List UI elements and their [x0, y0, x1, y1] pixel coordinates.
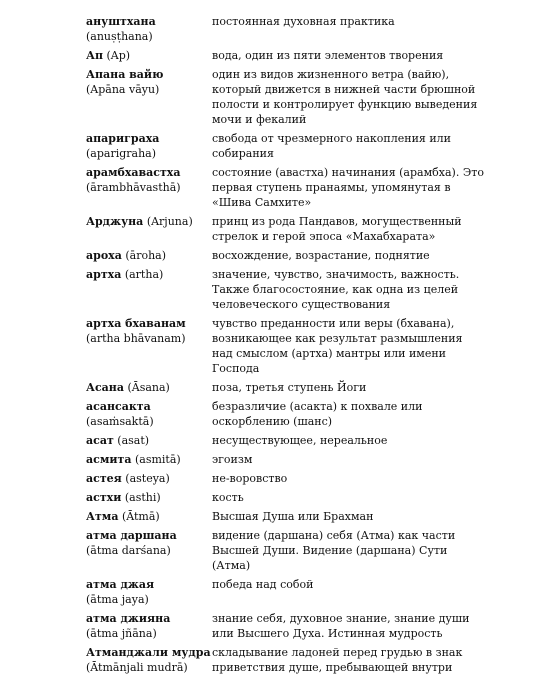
- entry-term: [86, 48, 212, 63]
- term-russian: атма джая: [86, 578, 155, 591]
- term-transliteration: (asmitā): [134, 453, 181, 466]
- entry-definition: эгоизм: [212, 453, 253, 466]
- term-transliteration: (aparigraha): [86, 147, 157, 160]
- term-russian: Асана: [86, 381, 124, 394]
- glossary-entry: [86, 509, 486, 524]
- entry-term: [86, 14, 212, 44]
- entry-term: [86, 577, 212, 607]
- term-transliteration: (ātma jaya): [86, 593, 149, 606]
- term-transliteration: (ātma darśana): [86, 544, 171, 557]
- entry-definition: несуществующее, нереальное: [212, 434, 388, 447]
- term-russian: Арджуна: [86, 215, 144, 228]
- glossary-entry: [86, 399, 486, 429]
- glossary-entry: [86, 528, 486, 573]
- term-transliteration: (Arjuna): [146, 215, 193, 228]
- entry-term: [86, 316, 212, 346]
- glossary-entry: [86, 380, 486, 395]
- glossary-entry: [86, 452, 486, 467]
- entry-definition: постоянная духовная практика: [212, 15, 395, 28]
- entry-term: [86, 165, 212, 195]
- glossary-entry: [86, 645, 486, 675]
- entry-term: [86, 214, 212, 229]
- glossary-entry: [86, 471, 486, 486]
- term-transliteration: (artha): [124, 268, 164, 281]
- term-transliteration: (asthi): [124, 491, 161, 504]
- entry-term: [86, 528, 212, 558]
- term-transliteration: (artha bhāvanam): [86, 332, 186, 345]
- entry-term: [86, 131, 212, 161]
- term-russian: асансакта: [86, 400, 151, 413]
- term-transliteration: (Ātmānjali mudrā): [86, 661, 188, 674]
- term-transliteration: (asaṁsaktā): [86, 415, 154, 428]
- term-russian: ароха: [86, 249, 122, 262]
- entry-definition: кость: [212, 491, 244, 504]
- glossary-entry: [86, 248, 486, 263]
- glossary-entry: [86, 433, 486, 448]
- entry-term: [86, 380, 212, 395]
- term-russian: атма даршана: [86, 529, 177, 542]
- glossary-entry: [86, 14, 486, 44]
- entry-definition: состояние (авастха) начинания (арамбха). Это первая ступень пранаямы, упомянутая в «Шива Самхите»: [212, 166, 484, 209]
- term-russian: артха: [86, 268, 122, 281]
- entry-definition: чувство преданности или веры (бхавана), возникающее как результат размышления над смыслом (артха) мантры или имени Господа: [212, 317, 463, 375]
- term-transliteration: (asteya): [125, 472, 170, 485]
- term-russian: ануштхана: [86, 15, 156, 28]
- glossary-entry: [86, 214, 486, 244]
- glossary: [86, 14, 486, 679]
- entry-term: [86, 471, 212, 486]
- term-russian: астея: [86, 472, 122, 485]
- glossary-entry: [86, 48, 486, 63]
- term-russian: артха бхаванам: [86, 317, 186, 330]
- term-transliteration: (Apāna vāyu): [86, 83, 160, 96]
- term-russian: Атма: [86, 510, 119, 523]
- entry-term: [86, 399, 212, 429]
- glossary-entry: [86, 316, 486, 376]
- term-transliteration: (ārambhāvasthā): [86, 181, 181, 194]
- term-transliteration: (āroha): [125, 249, 167, 262]
- entry-definition: складывание ладоней перед грудью в знак приветствия душе, пребывающей внутри: [212, 646, 463, 674]
- entry-term: [86, 267, 212, 282]
- entry-definition: значение, чувство, значимость, важность. Также благосостояние, как одна из целей человеческого существования: [212, 268, 460, 311]
- entry-definition: принц из рода Пандавов, могущественный стрелок и герой эпоса «Махабхарата»: [212, 215, 462, 243]
- entry-definition: Высшая Душа или Брахман: [212, 510, 374, 523]
- entry-term: [86, 248, 212, 263]
- term-russian: Атманджали мудра: [86, 646, 211, 659]
- glossary-entry: [86, 577, 486, 607]
- term-russian: Ап: [86, 49, 104, 62]
- entry-term: [86, 452, 212, 467]
- entry-definition: вода, один из пяти элементов творения: [212, 49, 444, 62]
- term-russian: асмита: [86, 453, 132, 466]
- entry-term: [86, 490, 212, 505]
- entry-definition: безразличие (асакта) к похвале или оскорблению (шанс): [212, 400, 423, 428]
- term-russian: апариграха: [86, 132, 160, 145]
- glossary-entry: [86, 165, 486, 210]
- entry-term: [86, 509, 212, 524]
- term-russian: атма джияна: [86, 612, 171, 625]
- entry-term: [86, 645, 212, 675]
- entry-definition: знание себя, духовное знание, знание души или Высшего Духа. Истинная мудрость: [212, 612, 470, 640]
- entry-definition: не-воровство: [212, 472, 288, 485]
- glossary-entry: [86, 131, 486, 161]
- entry-definition: победа над собой: [212, 578, 314, 591]
- entry-term: [86, 67, 212, 97]
- glossary-entry: [86, 490, 486, 505]
- term-russian: Апана вайю: [86, 68, 164, 81]
- term-russian: асат: [86, 434, 114, 447]
- glossary-entry: [86, 611, 486, 641]
- entry-definition: видение (даршана) себя (Атма) как части Высшей Души. Видение (даршана) Сути (Атма): [212, 529, 456, 572]
- term-russian: астхи: [86, 491, 122, 504]
- term-transliteration: (Ap): [106, 49, 131, 62]
- glossary-entry: [86, 67, 486, 127]
- term-transliteration: (asat): [117, 434, 150, 447]
- entry-definition: поза, третья ступень Йоги: [212, 381, 367, 394]
- entry-definition: восхождение, возрастание, поднятие: [212, 249, 430, 262]
- term-transliteration: (Āsana): [127, 381, 170, 394]
- entry-definition: один из видов жизненного ветра (вайю), который движется в нижней части брюшной полости и контролирует функцию выведения мочи и фекалий: [212, 68, 478, 126]
- term-transliteration: (anuṣṭhana): [86, 30, 153, 43]
- glossary-entry: [86, 267, 486, 312]
- term-transliteration: (ātma jñāna): [86, 627, 157, 640]
- entry-term: [86, 611, 212, 641]
- term-russian: арамбхавастха: [86, 166, 181, 179]
- entry-term: [86, 433, 212, 448]
- entry-definition: свобода от чрезмерного накопления или собирания: [212, 132, 451, 160]
- term-transliteration: (Ātmā): [121, 510, 160, 523]
